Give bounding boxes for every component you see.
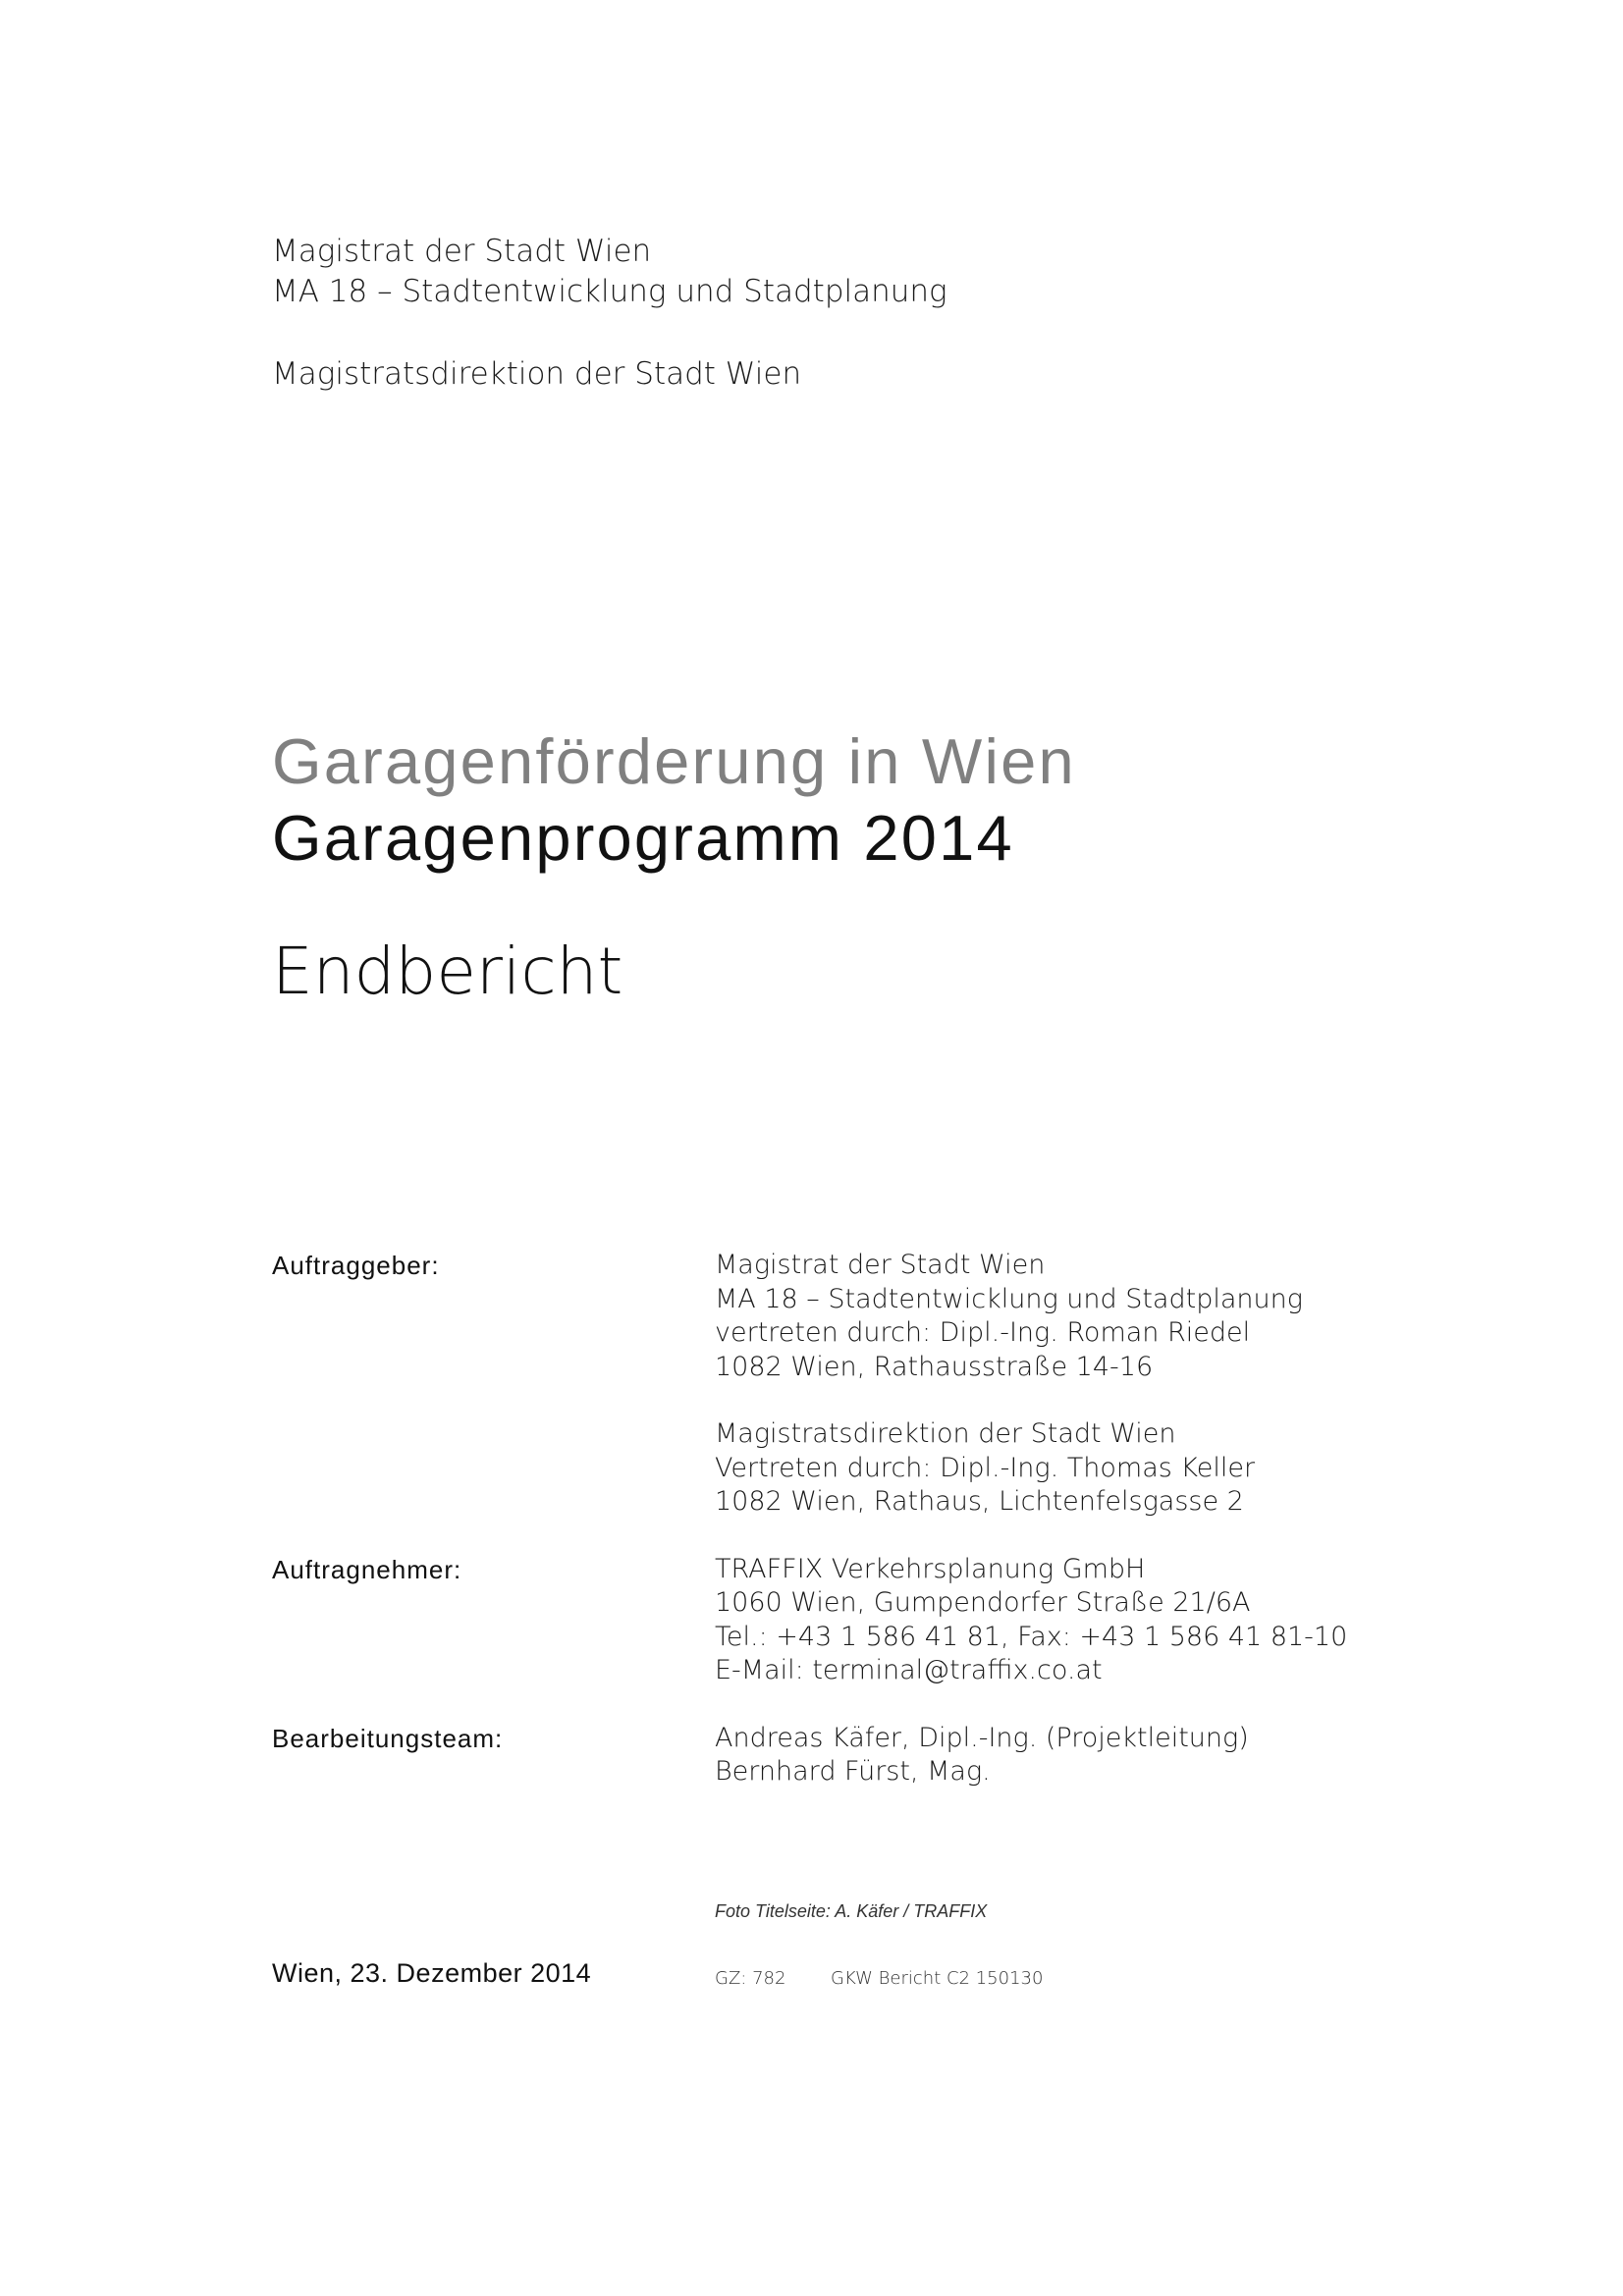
contractor-label: Auftragnehmer:	[272, 1554, 462, 1584]
info-row-client	[272, 1249, 1352, 1520]
client-value	[715, 1249, 1303, 1520]
client-line: vertreten durch: Dipl.-Ing. Roman Riedel	[715, 1317, 1251, 1348]
issuer-header	[272, 232, 947, 395]
contractor-line: Tel.: +43 1 586 41 81, Fax: +43 1 586 41 81-10	[715, 1621, 1348, 1652]
team-value	[715, 1722, 1249, 1789]
client-line: Magistratsdirektion der Stadt Wien	[715, 1418, 1176, 1449]
document-subtitle: Garagenprogramm 2014	[272, 802, 1014, 874]
issuer-line-2: MA 18 – Stadtentwicklung und Stadtplanung	[272, 274, 947, 309]
gz-number: GZ: 782	[715, 1968, 786, 1989]
issue-date: Wien, 23. Dezember 2014	[272, 1958, 592, 1988]
issuer-line-3: Magistratsdirektion der Stadt Wien	[272, 356, 802, 392]
client-line: Magistrat der Stadt Wien	[715, 1250, 1046, 1280]
team-member: Bernhard Fürst, Mag.	[715, 1756, 991, 1787]
document-title: Garagenförderung in Wien	[272, 725, 1076, 797]
team-label: Bearbeitungsteam:	[272, 1723, 504, 1753]
client-line: 1082 Wien, Rathausstraße 14-16	[715, 1351, 1154, 1382]
document-reference	[715, 1967, 1043, 1991]
info-row-contractor	[272, 1553, 1352, 1688]
photo-credit: Foto Titelseite: A. Käfer / TRAFFIX	[715, 1901, 988, 1921]
info-row-team	[272, 1722, 1352, 1789]
contractor-email: E-Mail: terminal@traffix.co.at	[715, 1655, 1103, 1685]
doc-ref-code: GKW Bericht C2 150130	[831, 1968, 1044, 1989]
title-block	[272, 726, 1076, 1011]
team-member: Andreas Käfer, Dipl.-Ing. (Projektleitung)	[715, 1722, 1249, 1753]
info-table	[272, 1249, 1352, 1823]
contractor-line: 1060 Wien, Gumpendorfer Straße 21/6A	[715, 1587, 1251, 1618]
report-type: Endbericht	[272, 934, 623, 1009]
client-label: Auftraggeber:	[272, 1251, 440, 1280]
contractor-line: TRAFFIX Verkehrsplanung GmbH	[715, 1553, 1146, 1584]
contractor-value	[715, 1553, 1347, 1688]
issuer-line-1: Magistrat der Stadt Wien	[272, 234, 652, 269]
client-line: MA 18 – Stadtentwicklung und Stadtplanung	[715, 1283, 1303, 1314]
client-line: Vertreten durch: Dipl.-Ing. Thomas Keller	[715, 1452, 1256, 1483]
client-line: 1082 Wien, Rathaus, Lichtenfelsgasse 2	[715, 1486, 1244, 1517]
